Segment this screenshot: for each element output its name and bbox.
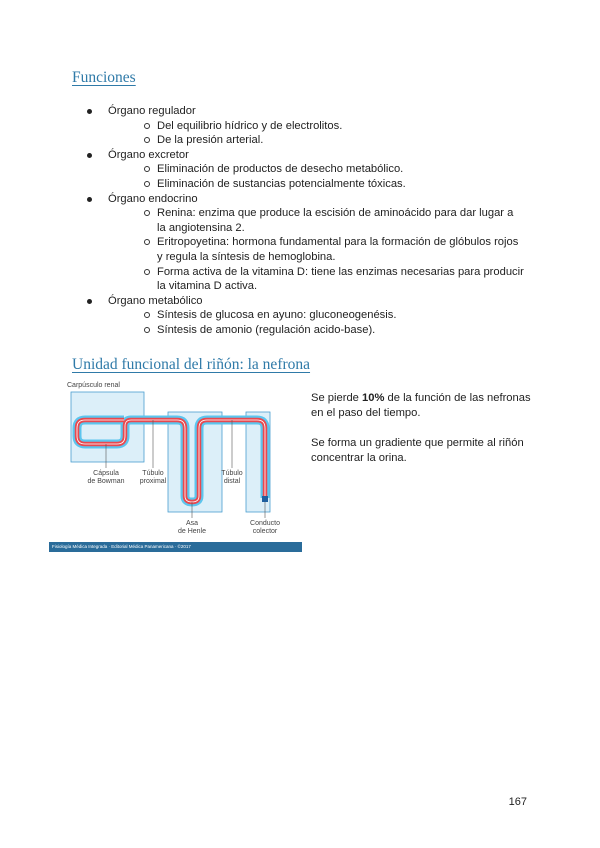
sub-item bbox=[144, 206, 524, 235]
circle-bullet-icon bbox=[144, 210, 150, 216]
sub-item-text: Forma activa de la vitamina D: tiene las enzimas necesarias para producir la vitamina D activa. bbox=[157, 265, 524, 293]
label-proximal-line2: proximal bbox=[139, 478, 167, 485]
function-label: Órgano metabólico bbox=[108, 294, 203, 307]
p1-bold: 10% bbox=[362, 392, 385, 404]
sub-item bbox=[144, 308, 524, 323]
bullet-icon bbox=[87, 109, 92, 114]
sub-list bbox=[108, 206, 524, 294]
functions-list bbox=[84, 104, 524, 338]
circle-bullet-icon bbox=[144, 327, 150, 333]
p1-post: de la función de las nefronas en el paso del tiempo. bbox=[311, 392, 531, 419]
sub-item-text: Renina: enzima que produce la escisión de aminoácido para dar lugar a la angiotensina 2. bbox=[157, 207, 514, 234]
sub-item-text: Eliminación de productos de desecho metabólico. bbox=[157, 163, 404, 176]
sub-item-text: Síntesis de glucosa en ayuno: gluconeogenésis. bbox=[157, 309, 397, 322]
function-item bbox=[84, 148, 524, 192]
nephron-figure bbox=[49, 380, 302, 552]
function-item bbox=[84, 192, 524, 294]
paragraph-gradient: Se forma un gradiente que permite al riñón concentrar la orina. bbox=[311, 437, 524, 464]
figure-credit: Fisiología Médica Integrada · Editorial Médica Panamericana · ©2017 bbox=[49, 542, 302, 552]
page-number: 167 bbox=[508, 796, 527, 808]
sub-item bbox=[144, 265, 524, 294]
circle-bullet-icon bbox=[144, 181, 150, 187]
label-collector bbox=[243, 520, 287, 536]
circle-bullet-icon bbox=[144, 137, 150, 143]
label-henle-line2: de Henle bbox=[177, 528, 207, 535]
function-label: Órgano excretor bbox=[108, 148, 189, 161]
function-item bbox=[84, 104, 524, 148]
label-proximal-line1: Túbulo bbox=[142, 470, 164, 477]
label-distal-line2: distal bbox=[223, 478, 241, 485]
label-proximal bbox=[133, 470, 173, 486]
function-label: Órgano regulador bbox=[108, 105, 196, 117]
label-collector-line2: colector bbox=[252, 528, 278, 535]
label-corpuscle: Carpúsculo renal bbox=[67, 382, 120, 389]
paragraph-nephron-loss bbox=[311, 391, 531, 421]
p1-pre: Se pierde bbox=[311, 392, 362, 404]
bullet-icon bbox=[87, 153, 92, 158]
bullet-icon bbox=[87, 299, 92, 304]
function-item bbox=[84, 294, 524, 338]
section-title-nefrona: Unidad funcional del riñón: la nefrona bbox=[72, 356, 311, 373]
circle-bullet-icon bbox=[144, 123, 150, 129]
sub-item bbox=[144, 133, 524, 148]
sub-list bbox=[108, 162, 524, 191]
sub-list bbox=[108, 119, 524, 148]
label-collector-line1: Conducto bbox=[250, 520, 280, 527]
corpuscle-box bbox=[71, 392, 144, 462]
sub-item bbox=[144, 162, 524, 177]
label-henle-line1: Asa bbox=[185, 520, 199, 527]
sub-item-text: Eliminación de sustancias potencialmente tóxicas. bbox=[157, 177, 406, 190]
function-label: Órgano endocrino bbox=[108, 192, 198, 205]
label-distal-line1: Túbulo bbox=[221, 470, 243, 477]
sub-item-text: Síntesis de amonio (regulación acido-base). bbox=[157, 323, 376, 336]
collector-tip bbox=[262, 496, 268, 502]
sub-list bbox=[108, 308, 524, 337]
label-capsule bbox=[86, 470, 126, 486]
label-capsule-line2: de Bowman bbox=[87, 478, 125, 485]
circle-bullet-icon bbox=[144, 166, 150, 172]
circle-bullet-icon bbox=[144, 269, 150, 275]
sub-item bbox=[144, 235, 524, 264]
bullet-icon bbox=[87, 197, 92, 202]
circle-bullet-icon bbox=[144, 312, 150, 318]
sub-item-text: Eritropoyetina: hormona fundamental para la formación de glóbulos rojos y regula la síntesis de hemoglobina. bbox=[157, 236, 519, 263]
label-distal bbox=[212, 470, 252, 486]
sub-item bbox=[144, 119, 524, 134]
label-henle bbox=[172, 520, 212, 536]
sub-item-text: De la presión arterial. bbox=[157, 134, 264, 147]
circle-bullet-icon bbox=[144, 239, 150, 245]
sub-item bbox=[144, 177, 524, 192]
section-title-funciones: Funciones bbox=[72, 69, 136, 86]
sub-item bbox=[144, 323, 524, 338]
label-capsule-line1: Cápsula bbox=[93, 470, 119, 477]
sub-item-text: Del equilibrio hídrico y de electrolitos. bbox=[157, 119, 343, 132]
